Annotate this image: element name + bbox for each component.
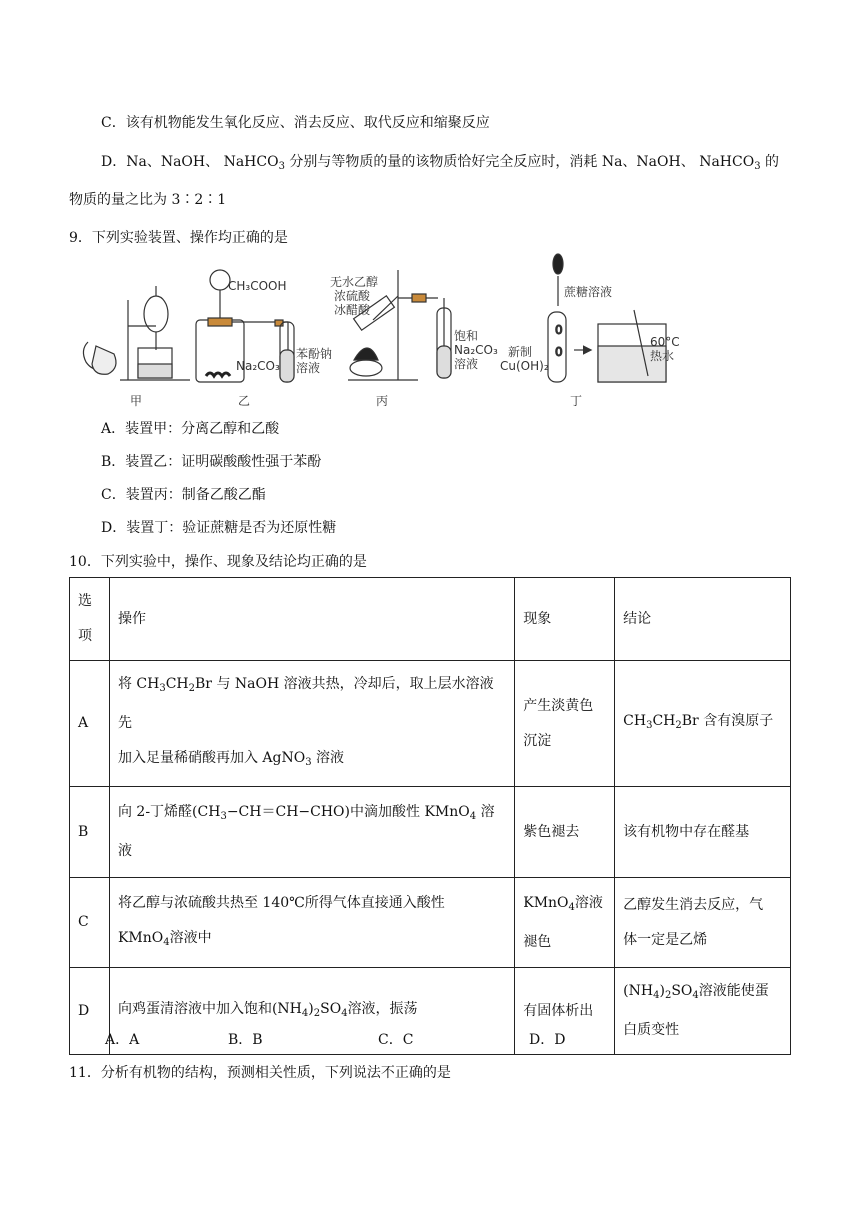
q11-stem: 11．分析有机物的结构，预测相关性质，下列说法不正确的是	[69, 1065, 451, 1081]
label-yi: 乙	[238, 394, 251, 408]
choice-c: C．C	[378, 1032, 414, 1048]
label-sat-1: 饱和	[454, 329, 479, 343]
label-ethanol: 无水乙醇	[330, 275, 379, 289]
label-na2co3: Na₂CO₃	[236, 359, 280, 373]
q9-option-d: D．装置丁：验证蔗糖是否为还原性糖	[101, 520, 337, 536]
row-operation: 向 2-丁烯醛$(CH_3-CH=CH-CHO)$中滴加酸性 KMnO$_4$ 溶 液	[109, 787, 514, 878]
table-row	[70, 878, 791, 968]
svg-text:0: 0	[555, 345, 563, 359]
header-operation: 操作	[109, 578, 514, 661]
label-phenoxide-1: 苯酚钠	[296, 347, 333, 361]
table-row	[70, 661, 791, 787]
row-phenomenon: 有固体析出	[515, 968, 615, 1055]
row-conclusion: $(NH_4)_2SO_4$溶液能使蛋 白质变性	[615, 968, 791, 1055]
label-h2so4: 浓硫酸	[334, 289, 371, 303]
row-operation: 将乙醇与浓硫酸共热至 140℃所得气体直接通入酸性 KMnO$_4$溶液中	[109, 878, 514, 968]
choice-b: B．B	[228, 1032, 263, 1048]
q10-table	[69, 577, 791, 1055]
apparatus-figure	[78, 250, 698, 410]
label-fresh-1: 新制	[508, 345, 533, 359]
q10-stem: 10．下列实验中，操作、现象及结论均正确的是	[69, 554, 367, 570]
header-option: 选 项	[70, 578, 110, 661]
label-jia: 甲	[130, 394, 143, 408]
row-phenomenon: 产生淡黄色 沉淀	[515, 661, 615, 787]
header-conclusion: 结论	[615, 578, 791, 661]
row-option: D	[70, 968, 110, 1055]
row-conclusion: $CH_3CH_2Br$ 含有溴原子	[615, 661, 791, 787]
label-ding: 丁	[570, 394, 583, 408]
q8-option-c: C．该有机物能发生氧化反应、消去反应、取代反应和缩聚反应	[101, 115, 490, 131]
label-sucrose: 蔗糖溶液	[564, 285, 613, 299]
row-conclusion: 该有机物中存在醛基	[615, 787, 791, 878]
q9-stem: 9．下列实验装置、操作均正确的是	[69, 230, 288, 246]
label-hot-1: 60°C	[650, 335, 680, 349]
table-row	[70, 787, 791, 878]
q8-option-d: D．Na、NaOH、 NaHCO$_3$ 分别与等物质的量的该物质恰好完全反应时，消耗 Na、NaOH、 NaHCO$_3$ 的	[101, 154, 780, 172]
header-phenomenon: 现象	[515, 578, 615, 661]
svg-text:0: 0	[555, 323, 563, 337]
row-phenomenon: KMnO$_4$溶液 褪色	[515, 878, 615, 968]
q9-option-b: B．装置乙：证明碳酸酸性强于苯酚	[101, 454, 322, 470]
q8-option-d-cont: 物质的量之比为 3∶2∶1	[69, 192, 227, 208]
row-option: A	[70, 661, 110, 787]
row-operation: 将 $CH_3CH_2Br$ 与 NaOH 溶液共热，冷却后，取上层水溶液先 加入足量稀硝酸再加入 AgNO$_3$ 溶液	[109, 661, 514, 787]
label-acetic: 冰醋酸	[334, 303, 371, 317]
q9-option-a: A．装置甲：分离乙醇和乙酸	[101, 421, 280, 437]
row-option: B	[70, 787, 110, 878]
label-bing: 丙	[376, 394, 389, 408]
label-ch3cooh: CH₃COOH	[228, 279, 287, 293]
label-phenoxide-2: 溶液	[296, 361, 321, 375]
q10-choices	[105, 1029, 665, 1049]
choice-d: D．D	[529, 1032, 566, 1048]
label-hot-2: 热水	[650, 349, 675, 363]
row-option: C	[70, 878, 110, 968]
row-operation: 向鸡蛋清溶液中加入饱和$(NH_4)_2SO_4$溶液，振荡	[109, 968, 514, 1055]
apparatus-drawing	[78, 250, 698, 410]
table-header-row	[70, 578, 791, 661]
label-sat-2: Na₂CO₃	[454, 343, 498, 357]
label-fresh-2: Cu(OH)₂	[500, 359, 549, 373]
label-sat-3: 溶液	[454, 357, 479, 371]
q9-option-c: C．装置丙：制备乙酸乙酯	[101, 487, 266, 503]
row-conclusion: 乙醇发生消去反应，气 体一定是乙烯	[615, 878, 791, 968]
choice-a: A．A	[105, 1032, 140, 1048]
row-phenomenon: 紫色褪去	[515, 787, 615, 878]
